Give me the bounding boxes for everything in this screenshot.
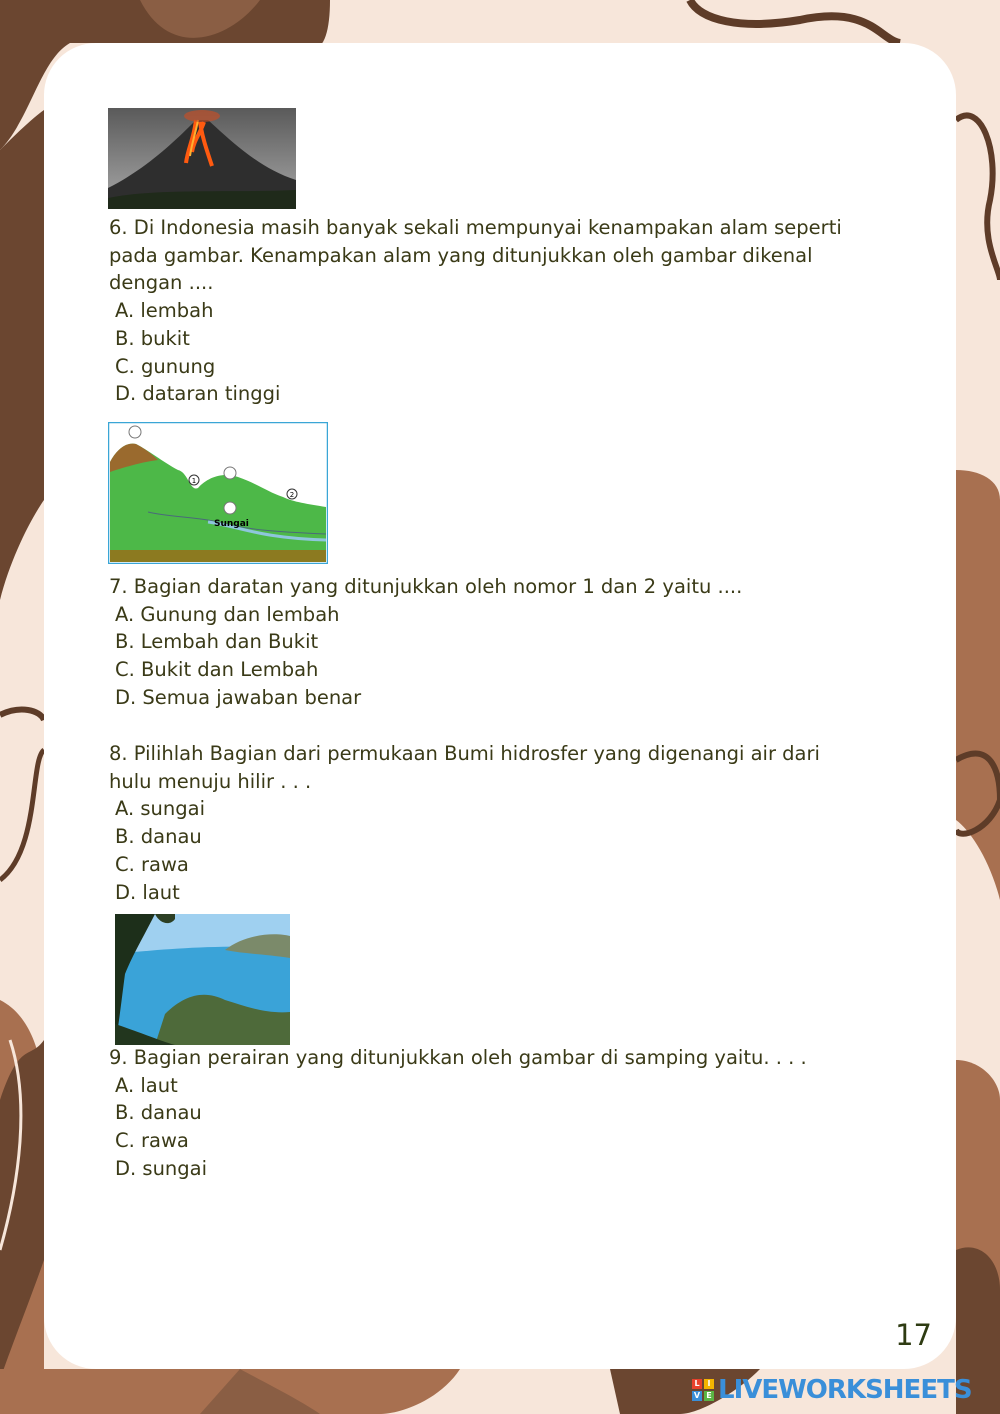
answer-option[interactable]: C. gunung [115,354,216,378]
answer-option[interactable]: A. lembah [115,299,214,323]
question-text-line: pada gambar. Kenampakan alam yang ditunjukkan oleh gambar dikenal [109,243,813,267]
question-text-line: 9. Bagian perairan yang ditunjukkan oleh gambar di samping yaitu. . . . [109,1046,807,1069]
answer-option[interactable]: B. danau [115,1101,202,1125]
lake-photo [115,914,290,1045]
question-text-line: dengan .... [109,271,214,295]
liveworksheets-watermark [692,1374,972,1406]
answer-option[interactable]: D. laut [115,880,180,904]
answer-option[interactable]: D. dataran tinggi [115,382,281,406]
volcano-photo [108,108,296,209]
answer-option[interactable]: B. bukit [115,326,190,350]
landform-diagram [108,422,328,564]
answer-option[interactable]: D. Semua jawaban benar [115,685,362,709]
river-label: Sungai [214,519,249,529]
marker-2-label: 2 [289,491,295,499]
answer-option[interactable]: C. Bukit dan Lembah [115,658,319,682]
answer-option[interactable]: A. laut [115,1073,178,1097]
liveworksheets-logo-icon: L I V E [692,1379,714,1401]
question-text-line: 8. Pilihlah Bagian dari permukaan Bumi hidrosfer yang digenangi air dari [109,742,820,765]
question-6 [109,214,849,408]
answer-option[interactable]: C. rawa [115,1129,189,1153]
page-number: 17 [895,1318,932,1352]
answer-option[interactable]: D. sungai [115,1156,208,1180]
question-text-line: 6. Di Indonesia masih banyak sekali mempunyai kenampakan alam seperti [109,216,842,239]
answer-option[interactable]: A. Gunung dan lembah [115,602,340,626]
question-text-line: hulu menuju hilir . . . [109,769,312,793]
question-text-line: 7. Bagian daratan yang ditunjukkan oleh nomor 1 dan 2 yaitu .... [109,575,743,598]
question-8 [109,740,849,906]
answer-option[interactable]: B. danau [115,825,202,849]
question-9 [109,1044,849,1183]
question-7 [109,573,849,712]
answer-option[interactable]: B. Lembah dan Bukit [115,630,319,654]
answer-option[interactable]: C. rawa [115,852,189,876]
answer-option[interactable]: A. sungai [115,797,206,821]
liveworksheets-text: LIVEWORKSHEETS [718,1375,972,1405]
marker-1-label: 1 [191,477,197,485]
